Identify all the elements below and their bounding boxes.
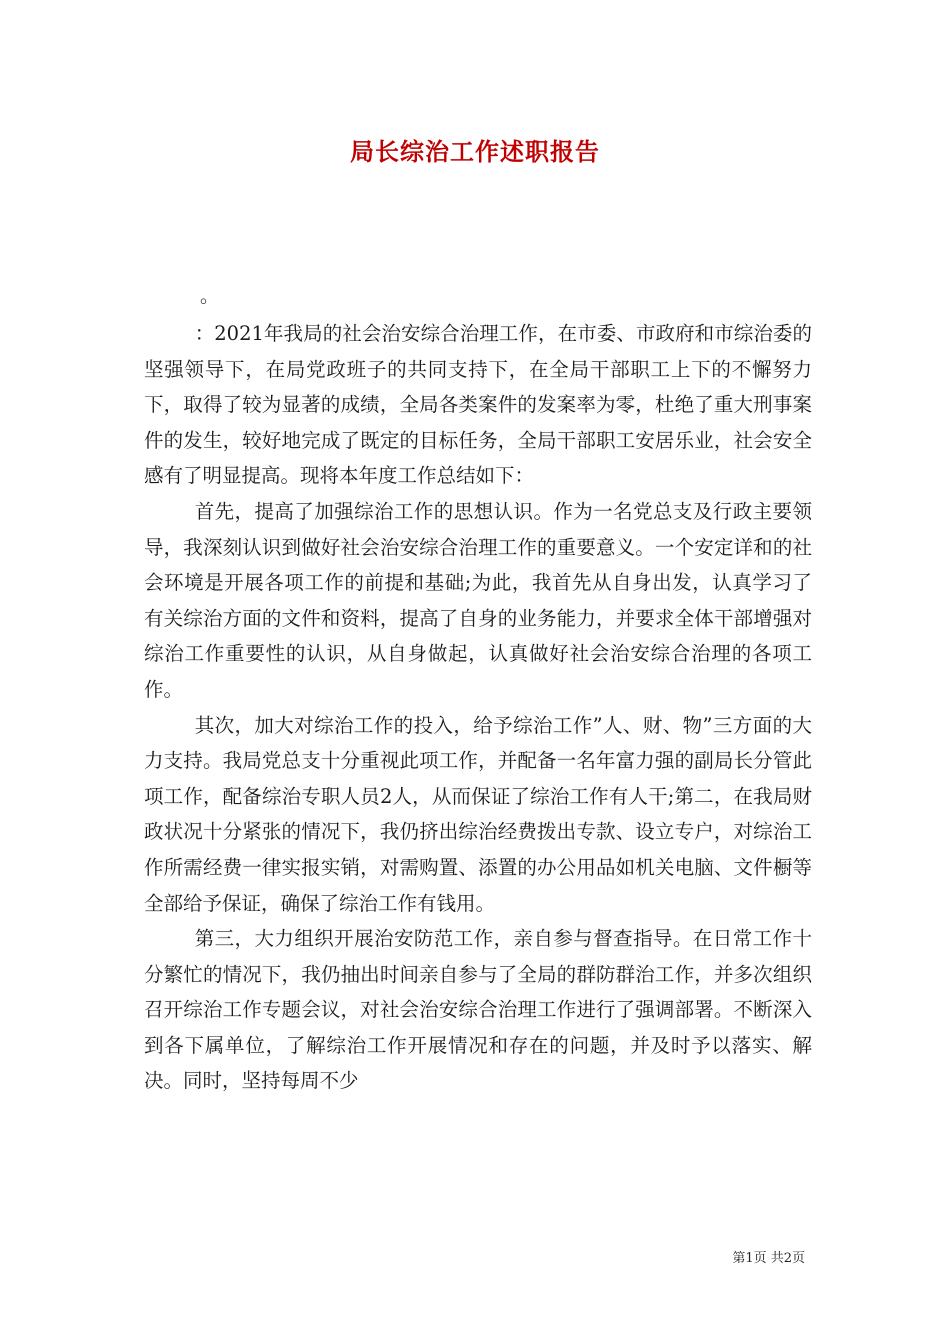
paragraph-third: 第三，大力组织开展治安防范工作，亲自参与督查指导。在日常工作十分繁忙的情况下，我仍抽出时间亲自参与了全局的群防群治工作，并多次组织召开综治工作专题会议，对社会治安综合治理工作进行了强调部署。不断深入到各下属单位，了解综治工作开展情况和存在的问题，并及时予以落实、解决。同时，坚持每周不少 (144, 927, 812, 1093)
page-number: 第1页 共2页 (732, 1251, 805, 1266)
paragraph-first: 首先，提高了加强综治工作的思想认识。作为一名党总支及行政主要领导，我深刻认识到做好社会治安综合治理工作的重要意义。一个安定详和的社会环境是开展各项工作的前提和基础;为此，我首先从自身出发，认真学习了有关综治方面的文件和资料，提高了自身的业务能力，并要求全体干部增强对综治工作重要性的认识，从自身做起，认真做好社会治安综合治理的各项工作。 (144, 499, 812, 701)
paragraph-second: 其次，加大对综治工作的投入，给予综治工作”人、财、物”三方面的大力支持。我局党总支十分重视此项工作，并配备一名年富力强的副局长分管此项工作，配备综治专职人员2人，从而保证了综治工作有人干;第二，在我局财政状况十分紧张的情况下，我仍挤出综治经费拨出专款、设立专户，对综治工作所需经费一律实报实销，对需购置、添置的办公用品如机关电脑、文件橱等全部给予保证，确保了综治工作有钱用。 (144, 713, 812, 915)
preamble-mark: 。 (200, 285, 220, 307)
document-body (144, 316, 812, 1099)
document-title: 局长综治工作述职报告 (350, 137, 600, 166)
paragraph-intro: ：2021年我局的社会治安综合治理工作，在市委、市政府和市综治委的坚强领导下，在局党政班子的共同支持下，在全局干部职工上下的不懈努力下，取得了较为显著的成绩，全局各类案件的发案率为零，杜绝了重大刑事案件的发生，较好地完成了既定的目标任务，全局干部职工安居乐业，社会安全感有了明显提高。现将本年度工作总结如下： (144, 322, 812, 488)
